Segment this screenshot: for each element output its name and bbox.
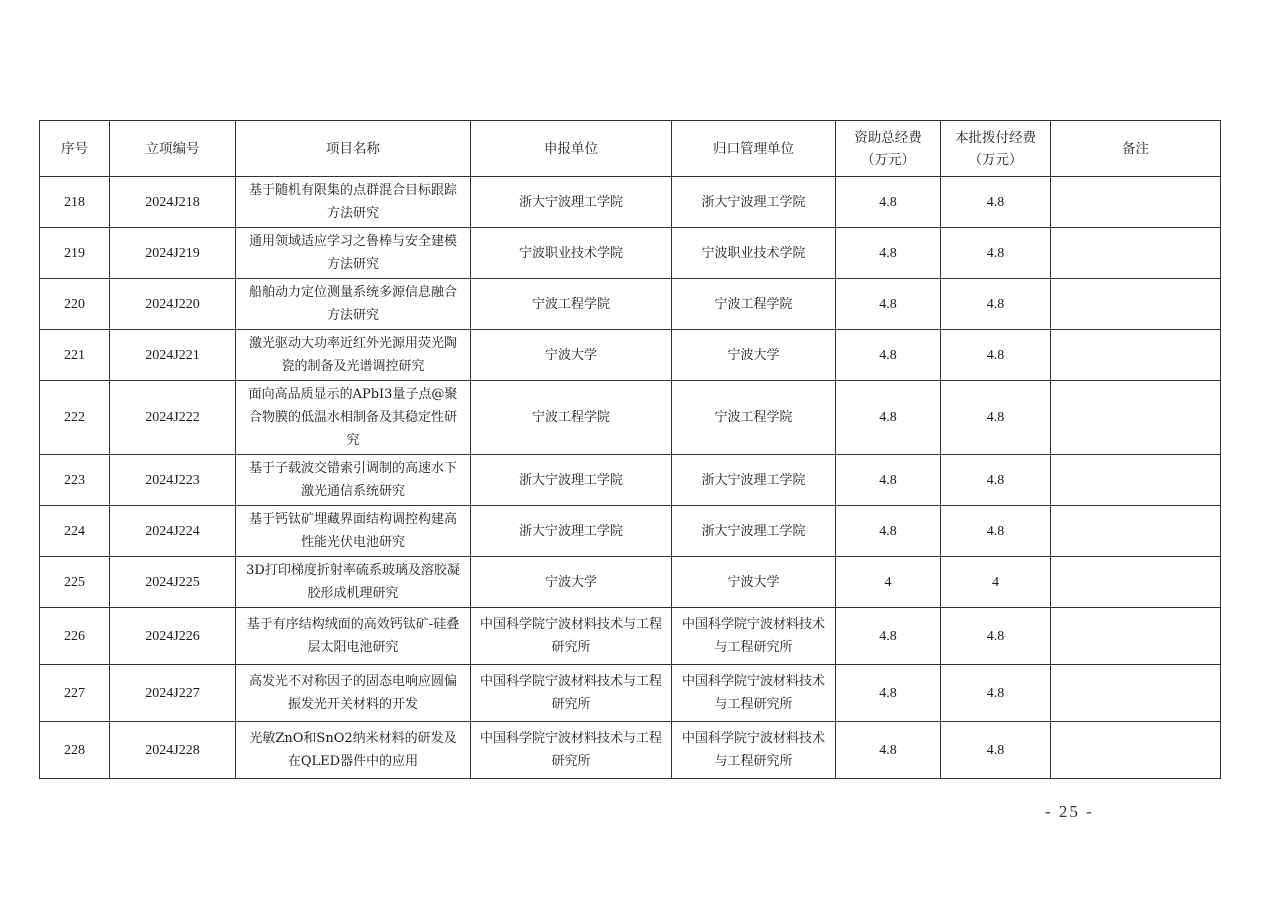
table-row [40, 228, 1221, 279]
cell-remarks [1051, 455, 1221, 506]
cell-remarks [1051, 279, 1221, 330]
cell-project-name: 高发光不对称因子的固态电响应圆偏振发光开关材料的开发 [236, 665, 471, 722]
cell-applicant: 宁波工程学院 [471, 381, 672, 455]
cell-batch-funding: 4.8 [941, 279, 1051, 330]
cell-index: 221 [40, 330, 110, 381]
cell-total-funding: 4.8 [836, 177, 941, 228]
cell-batch-funding: 4.8 [941, 381, 1051, 455]
cell-total-funding: 4.8 [836, 665, 941, 722]
cell-project-name: 基于随机有限集的点群混合目标跟踪方法研究 [236, 177, 471, 228]
cell-remarks [1051, 665, 1221, 722]
cell-remarks [1051, 506, 1221, 557]
cell-applicant: 宁波工程学院 [471, 279, 672, 330]
cell-managing-unit: 浙大宁波理工学院 [672, 177, 836, 228]
cell-index: 224 [40, 506, 110, 557]
cell-managing-unit: 宁波大学 [672, 330, 836, 381]
cell-managing-unit: 中国科学院宁波材料技术与工程研究所 [672, 722, 836, 779]
cell-index: 222 [40, 381, 110, 455]
table-row [40, 506, 1221, 557]
cell-batch-funding: 4.8 [941, 722, 1051, 779]
cell-batch-funding: 4.8 [941, 330, 1051, 381]
cell-remarks [1051, 177, 1221, 228]
cell-remarks [1051, 608, 1221, 665]
cell-total-funding: 4.8 [836, 722, 941, 779]
table-row [40, 279, 1221, 330]
header-index: 序号 [40, 121, 110, 177]
cell-code: 2024J223 [110, 455, 236, 506]
cell-batch-funding: 4.8 [941, 608, 1051, 665]
cell-applicant: 中国科学院宁波材料技术与工程研究所 [471, 665, 672, 722]
cell-code: 2024J218 [110, 177, 236, 228]
cell-managing-unit: 中国科学院宁波材料技术与工程研究所 [672, 665, 836, 722]
cell-code: 2024J220 [110, 279, 236, 330]
cell-remarks [1051, 722, 1221, 779]
cell-index: 225 [40, 557, 110, 608]
table-row [40, 608, 1221, 665]
table-row [40, 330, 1221, 381]
cell-remarks [1051, 228, 1221, 279]
cell-total-funding: 4.8 [836, 228, 941, 279]
cell-code: 2024J228 [110, 722, 236, 779]
cell-code: 2024J221 [110, 330, 236, 381]
cell-code: 2024J224 [110, 506, 236, 557]
cell-remarks [1051, 330, 1221, 381]
funding-table [39, 120, 1221, 779]
cell-total-funding: 4.8 [836, 330, 941, 381]
cell-total-funding: 4.8 [836, 608, 941, 665]
table-row [40, 722, 1221, 779]
cell-managing-unit: 宁波工程学院 [672, 279, 836, 330]
table-row [40, 557, 1221, 608]
cell-index: 223 [40, 455, 110, 506]
cell-managing-unit: 宁波职业技术学院 [672, 228, 836, 279]
cell-managing-unit: 浙大宁波理工学院 [672, 506, 836, 557]
header-total-funding-title: 资助总经费 [854, 129, 922, 146]
cell-project-name: 基于钙钛矿埋藏界面结构调控构建高性能光伏电池研究 [236, 506, 471, 557]
table-row [40, 455, 1221, 506]
header-applicant: 申报单位 [471, 121, 672, 177]
header-remarks: 备注 [1051, 121, 1221, 177]
cell-index: 220 [40, 279, 110, 330]
cell-project-name: 光敏ZnO和SnO2纳米材料的研发及在QLED器件中的应用 [236, 722, 471, 779]
cell-total-funding: 4 [836, 557, 941, 608]
cell-total-funding: 4.8 [836, 381, 941, 455]
cell-applicant: 中国科学院宁波材料技术与工程研究所 [471, 722, 672, 779]
header-batch-funding-title: 本批拨付经费 [955, 129, 1036, 146]
cell-code: 2024J225 [110, 557, 236, 608]
cell-applicant: 宁波大学 [471, 557, 672, 608]
cell-code: 2024J227 [110, 665, 236, 722]
cell-total-funding: 4.8 [836, 455, 941, 506]
cell-batch-funding: 4.8 [941, 228, 1051, 279]
cell-code: 2024J222 [110, 381, 236, 455]
header-batch-funding [941, 121, 1051, 177]
cell-batch-funding: 4.8 [941, 665, 1051, 722]
cell-index: 218 [40, 177, 110, 228]
cell-project-name: 激光驱动大功率近红外光源用荧光陶瓷的制备及光谱调控研究 [236, 330, 471, 381]
cell-project-name: 面向高品质显示的APbI3量子点@聚合物膜的低温水相制备及其稳定性研究 [236, 381, 471, 455]
cell-project-name: 通用领域适应学习之鲁棒与安全建模方法研究 [236, 228, 471, 279]
cell-managing-unit: 中国科学院宁波材料技术与工程研究所 [672, 608, 836, 665]
header-project-name: 项目名称 [236, 121, 471, 177]
cell-code: 2024J226 [110, 608, 236, 665]
cell-managing-unit: 宁波大学 [672, 557, 836, 608]
cell-index: 227 [40, 665, 110, 722]
cell-batch-funding: 4 [941, 557, 1051, 608]
cell-total-funding: 4.8 [836, 506, 941, 557]
header-total-funding-unit: （万元） [861, 151, 915, 168]
cell-index: 228 [40, 722, 110, 779]
cell-batch-funding: 4.8 [941, 177, 1051, 228]
cell-total-funding: 4.8 [836, 279, 941, 330]
cell-managing-unit: 浙大宁波理工学院 [672, 455, 836, 506]
header-total-funding [836, 121, 941, 177]
cell-remarks [1051, 381, 1221, 455]
cell-applicant: 浙大宁波理工学院 [471, 455, 672, 506]
cell-project-name: 船舶动力定位测量系统多源信息融合方法研究 [236, 279, 471, 330]
cell-applicant: 宁波大学 [471, 330, 672, 381]
cell-remarks [1051, 557, 1221, 608]
cell-batch-funding: 4.8 [941, 506, 1051, 557]
cell-applicant: 浙大宁波理工学院 [471, 177, 672, 228]
cell-applicant: 宁波职业技术学院 [471, 228, 672, 279]
cell-managing-unit: 宁波工程学院 [672, 381, 836, 455]
page-number: - 25 - [1045, 802, 1094, 821]
cell-code: 2024J219 [110, 228, 236, 279]
cell-index: 219 [40, 228, 110, 279]
cell-applicant: 中国科学院宁波材料技术与工程研究所 [471, 608, 672, 665]
cell-project-name: 3D打印梯度折射率硫系玻璃及溶胶凝胶形成机理研究 [236, 557, 471, 608]
cell-project-name: 基于有序结构绒面的高效钙钛矿-硅叠层太阳电池研究 [236, 608, 471, 665]
header-batch-funding-unit: （万元） [968, 151, 1023, 168]
cell-applicant: 浙大宁波理工学院 [471, 506, 672, 557]
header-managing-unit: 归口管理单位 [672, 121, 836, 177]
cell-project-name: 基于子载波交错索引调制的高速水下激光通信系统研究 [236, 455, 471, 506]
header-project-code: 立项编号 [110, 121, 236, 177]
table-row [40, 665, 1221, 722]
cell-index: 226 [40, 608, 110, 665]
table-row [40, 381, 1221, 455]
table-row [40, 177, 1221, 228]
cell-batch-funding: 4.8 [941, 455, 1051, 506]
table-header-row [40, 121, 1221, 177]
